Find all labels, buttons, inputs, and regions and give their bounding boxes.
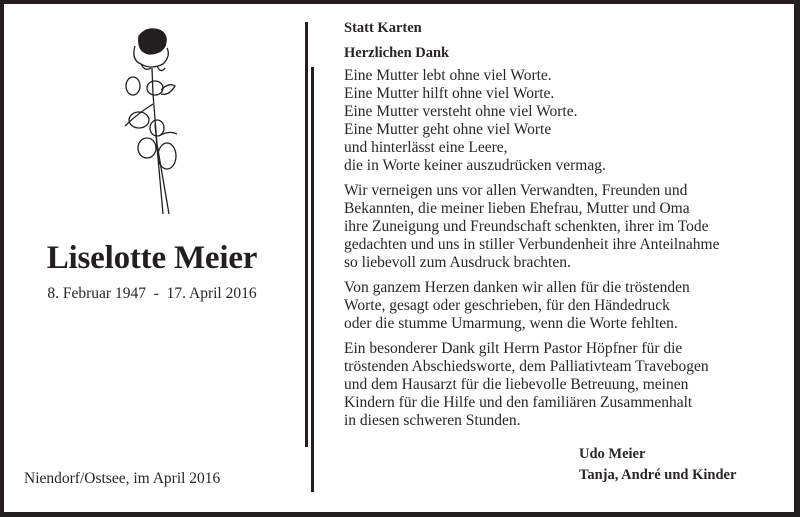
text-line: Kindern für die Hilfe und den familiären Zusammenhalt	[344, 394, 693, 411]
text-line: ihre Zuneigung und Freundschaft schenkten, ihrer im Tode	[344, 218, 709, 235]
place-date: Niendorf/Ostsee, im April 2016	[24, 470, 221, 487]
thanks-text	[344, 19, 784, 437]
paragraph-thanks-words	[344, 279, 784, 333]
text-line: Worte, gesagt oder geschrieben, für den Händedruck	[344, 297, 670, 314]
signature-line: Tanja, André und Kinder	[579, 467, 737, 483]
heading-herzlichen-dank: Herzlichen Dank	[344, 45, 450, 61]
text-line: Bekannten, die meiner lieben Ehefrau, Mutter und Oma	[344, 200, 690, 217]
signature	[579, 444, 736, 486]
poem-line: Eine Mutter hilft ohne viel Worte.	[344, 85, 555, 102]
paragraph-thanks-relatives	[344, 182, 784, 272]
text-line: Ein besonderer Dank gilt Herrn Pastor Höpfner für die	[344, 340, 683, 357]
poem-line: die in Worte keiner auszudrücken vermag.	[344, 157, 606, 174]
text-line: Von ganzem Herzen danken wir allen für die tröstenden	[344, 279, 690, 296]
divider-line	[305, 22, 308, 447]
poem-line: Eine Mutter versteht ohne viel Worte.	[344, 103, 578, 120]
text-line: Wir verneigen uns vor allen Verwandten, Freunden und	[344, 182, 688, 199]
poem-line: Eine Mutter lebt ohne viel Worte.	[344, 67, 552, 84]
life-dates: 8. Februar 1947 - 17. April 2016	[47, 285, 257, 302]
text-line: in diesen schweren Stunden.	[344, 412, 521, 429]
text-line: und dem Hausarzt für die liebevolle Betreuung, meinen	[344, 376, 689, 393]
paragraph-special-thanks	[344, 340, 784, 430]
rose-icon	[117, 24, 187, 220]
heading-statt-karten: Statt Karten	[344, 20, 422, 36]
obituary-card	[4, 4, 794, 512]
signature-line: Udo Meier	[579, 446, 646, 462]
text-line: so liebevoll zum Ausdruck brachten.	[344, 254, 571, 271]
text-line: oder die stumme Umarmung, wenn die Worte fehlten.	[344, 315, 678, 332]
text-line: tröstenden Abschiedsworte, dem Palliativteam Travebogen	[344, 358, 709, 375]
deceased-name: Liselotte Meier	[46, 240, 258, 276]
poem-line: Eine Mutter geht ohne viel Worte	[344, 121, 552, 138]
text-line: gedachten und uns in stiller Verbundenheit ihre Anteilnahme	[344, 236, 720, 253]
divider-line	[311, 67, 314, 492]
poem	[344, 67, 784, 175]
poem-line: und hinterlässt eine Leere,	[344, 139, 508, 156]
